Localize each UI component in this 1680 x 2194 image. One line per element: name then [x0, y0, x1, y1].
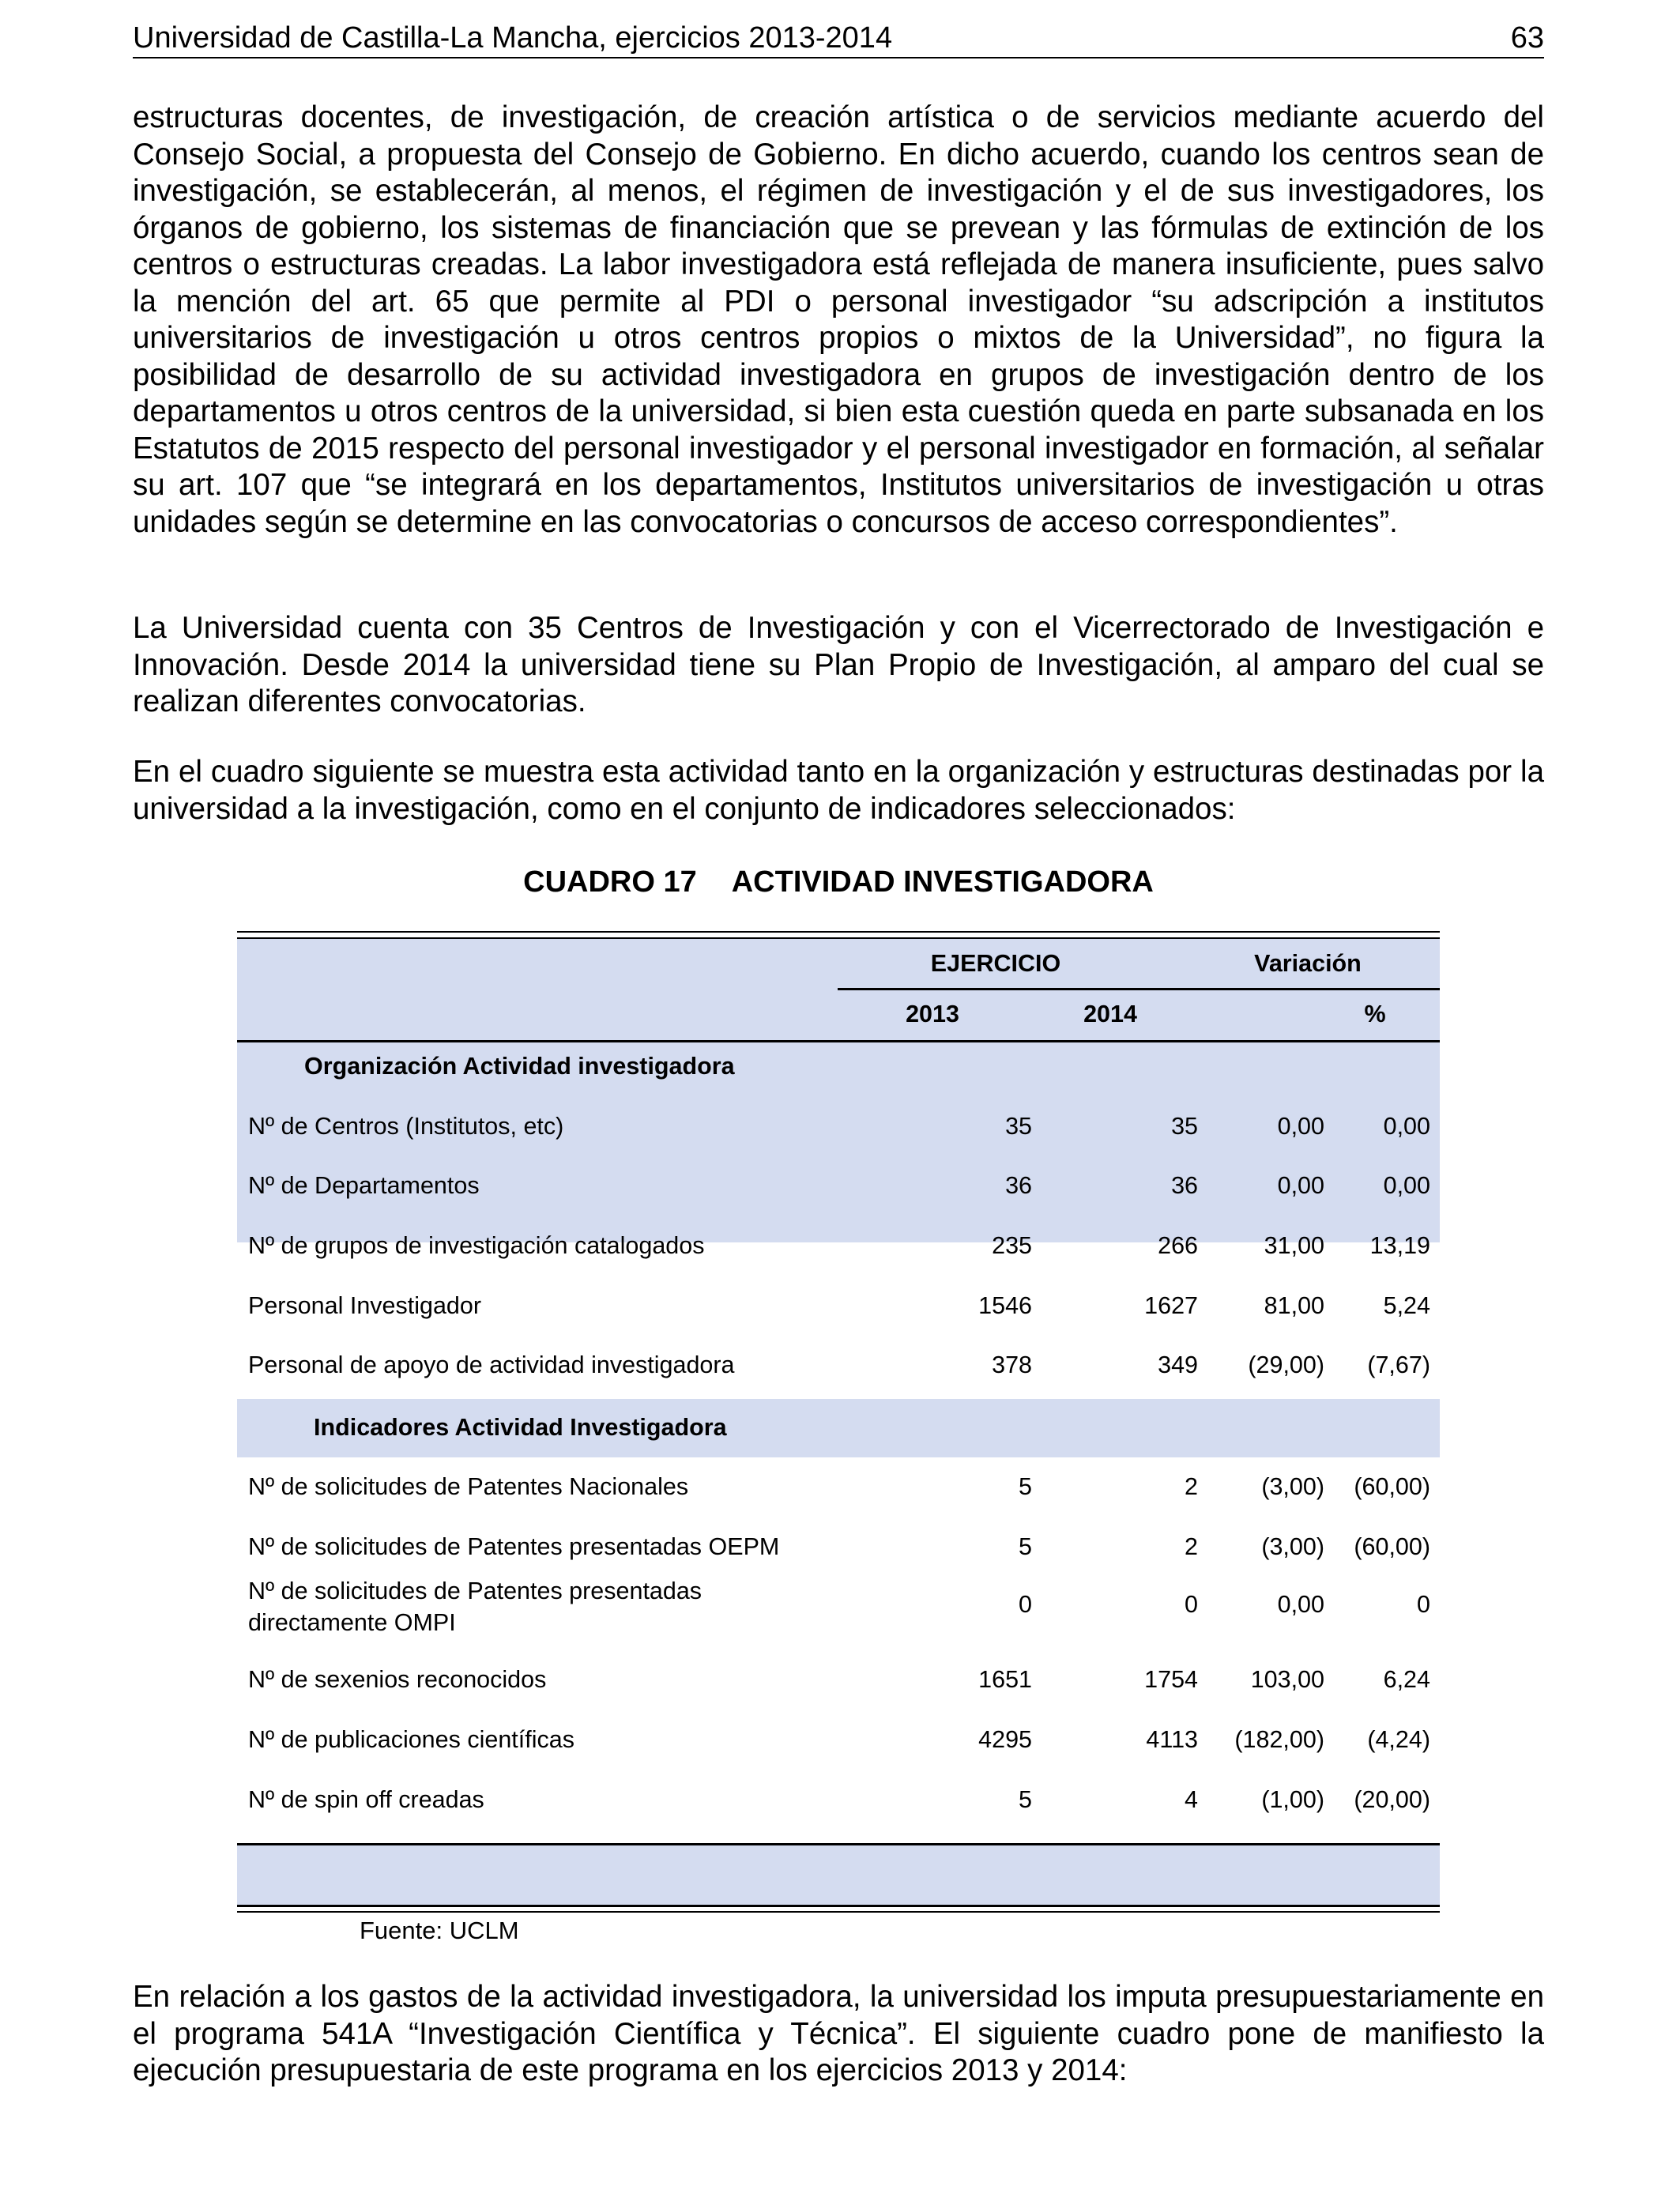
cell-var: 0,00 — [1277, 1113, 1324, 1140]
row-label — [248, 1473, 688, 1500]
cell-var: 0,00 — [1277, 1591, 1324, 1618]
row-label-line: Nº de sexenios reconocidos — [248, 1666, 547, 1693]
row-label — [248, 1172, 480, 1199]
paragraph-2: La Universidad cuenta con 35 Centros de Investigación y con el Vicerrectorado de Investigación e Innovación. Desde 2014 la universidad tiene su Plan Propio de Investigación, al amparo del cual se realizan diferentes convocatorias. — [133, 611, 1544, 718]
cell-pct: (60,00) — [1354, 1533, 1430, 1560]
table-caption — [133, 863, 1544, 901]
cell-y2013: 1651 — [978, 1666, 1032, 1693]
cell-var: 0,00 — [1277, 1172, 1324, 1199]
header-rule-1 — [838, 988, 1440, 990]
section-organizacion: Organización Actividad investigadora — [304, 1053, 735, 1080]
cell-y2014: 2 — [1185, 1533, 1198, 1560]
cell-y2013: 35 — [1005, 1113, 1032, 1140]
row-label-line: Nº de publicaciones científicas — [248, 1726, 574, 1753]
cell-pct: 0 — [1417, 1591, 1430, 1618]
cell-var: 81,00 — [1264, 1292, 1324, 1319]
cell-y2014: 1627 — [1144, 1292, 1198, 1319]
paragraph-3: En el cuadro siguiente se muestra esta actividad tanto en la organización y estructuras destinadas por la universidad a la investigación, como en el conjunto de indicadores seleccionados: — [133, 755, 1544, 826]
row-label — [248, 1786, 484, 1813]
row-label-line: Nº de solicitudes de Patentes Nacionales — [248, 1473, 689, 1500]
head-2013: 2013 — [906, 1001, 959, 1027]
cell-y2013: 5 — [1019, 1473, 1032, 1500]
head-variacion: Variación — [1254, 950, 1362, 977]
row-label-line: directamente OMPI — [248, 1609, 456, 1636]
row-label-line: Nº de Centros (Institutos, etc) — [248, 1113, 564, 1140]
row-label — [248, 1575, 702, 1638]
table-source: Fuente: UCLM — [360, 1917, 519, 1944]
cell-pct: 0,00 — [1383, 1113, 1430, 1140]
cell-var: 103,00 — [1250, 1666, 1324, 1693]
row-label-line: Nº de spin off creadas — [248, 1786, 484, 1813]
caption-title: ACTIVIDAD INVESTIGADORA — [731, 865, 1154, 899]
cell-y2013: 1546 — [978, 1292, 1032, 1319]
cell-pct: 13,19 — [1369, 1232, 1430, 1259]
research-activity-table — [237, 931, 1440, 1914]
row-label-line: Personal Investigador — [248, 1292, 482, 1319]
cell-var: 31,00 — [1264, 1232, 1324, 1259]
footer-rule-2 — [237, 1905, 1440, 1907]
cell-pct: 6,24 — [1383, 1666, 1430, 1693]
section-indicadores: Indicadores Actividad Investigadora — [314, 1414, 727, 1441]
row-label — [248, 1113, 563, 1140]
cell-y2014: 4113 — [1146, 1726, 1198, 1753]
cell-y2014: 0 — [1185, 1591, 1198, 1618]
cell-y2013: 235 — [992, 1232, 1032, 1259]
cell-pct: (7,67) — [1367, 1351, 1430, 1378]
header-title: Universidad de Castilla-La Mancha, ejercicios 2013-2014 — [133, 21, 893, 55]
cell-var: (182,00) — [1234, 1726, 1324, 1753]
cell-y2014: 36 — [1171, 1172, 1198, 1199]
cell-var: (3,00) — [1261, 1473, 1324, 1500]
cell-y2013: 5 — [1019, 1786, 1032, 1813]
table-footer-band — [237, 1845, 1440, 1906]
cell-pct: (60,00) — [1354, 1473, 1430, 1500]
table-top-rule — [237, 931, 1440, 933]
head-percent: % — [1364, 1001, 1386, 1027]
paragraph-4: En relación a los gastos de la actividad investigadora, la universidad los imputa presupuestariamente en el programa 541A “Investigación Científica y Técnica”. El siguiente cuadro pone de manifiesto la ejecución presupuestaria de este programa en los ejercicios 2013 y 2014: — [133, 1980, 1544, 2087]
cell-pct: 0,00 — [1383, 1172, 1430, 1199]
cell-y2013: 4295 — [978, 1726, 1032, 1753]
cell-var: (3,00) — [1261, 1533, 1324, 1560]
row-label — [248, 1726, 574, 1753]
cell-pct: 5,24 — [1383, 1292, 1430, 1319]
head-2014: 2014 — [1083, 1001, 1137, 1027]
caption-number: CUADRO 17 — [523, 865, 697, 899]
cell-pct: (4,24) — [1367, 1726, 1430, 1753]
row-label — [248, 1351, 735, 1378]
cell-y2014: 349 — [1158, 1351, 1198, 1378]
cell-y2013: 36 — [1005, 1172, 1032, 1199]
cell-y2013: 5 — [1019, 1533, 1032, 1560]
row-label — [248, 1666, 546, 1693]
running-header — [133, 19, 1544, 58]
cell-y2014: 4 — [1185, 1786, 1198, 1813]
row-label-line: Nº de solicitudes de Patentes presentadas — [248, 1578, 703, 1604]
footer-rule-1 — [237, 1843, 1440, 1845]
row-label-line: Personal de apoyo de actividad investigadora — [248, 1351, 735, 1378]
paragraph-1: estructuras docentes, de investigación, de creación artística o de servicios mediante acuerdo del Consejo Social, a propuesta del Consejo de Gobierno. En dicho acuerdo, cuando los centros sean de investigación, se establecerán, al menos, el régimen de investigación y el de sus investigadores, los órganos de gobierno, los sistemas de financiación que se prevean y las fórmulas de extinción de los centros o estructuras creadas. La labor investigadora está reflejada de manera insuficiente, pues salvo la mención del art. 65 que permite al PDI o personal investigador “su adscripción a institutos universitarios de investigación u otros centros propios o mixtos de la Universidad”, no figura la posibilidad de desarrollo de su actividad investigadora en grupos de investigación dentro de los departamentos u otros centros de la universidad, si bien esta cuestión queda en parte subsanada en los Estatutos de 2015 respecto del personal investigador y el personal investigador en formación, al señalar su art. 107 que “se integrará en los departamentos, Institutos universitarios de investigación u otras unidades según se determine en las convocatorias o concursos de acceso correspondientes”. — [133, 100, 1544, 539]
row-label-line: Nº de solicitudes de Patentes presentadas OEPM — [248, 1533, 780, 1560]
cell-var: (1,00) — [1261, 1786, 1324, 1813]
header-rule-2 — [237, 1040, 1440, 1042]
page-number: 63 — [1510, 21, 1544, 55]
cell-pct: (20,00) — [1354, 1786, 1430, 1813]
cell-y2014: 266 — [1158, 1232, 1198, 1259]
row-label — [248, 1292, 481, 1319]
cell-y2013: 0 — [1019, 1591, 1032, 1618]
row-label-line: Nº de Departamentos — [248, 1172, 480, 1199]
row-label — [248, 1533, 779, 1560]
cell-y2014: 2 — [1185, 1473, 1198, 1500]
row-label-line: Nº de grupos de investigación catalogados — [248, 1232, 705, 1259]
row-label — [248, 1232, 704, 1259]
head-ejercicio: EJERCICIO — [930, 950, 1061, 977]
cell-y2014: 1754 — [1144, 1666, 1198, 1693]
footer-rule-3 — [237, 1911, 1440, 1913]
cell-y2014: 35 — [1171, 1113, 1198, 1140]
cell-var: (29,00) — [1248, 1351, 1324, 1378]
cell-y2013: 378 — [992, 1351, 1032, 1378]
